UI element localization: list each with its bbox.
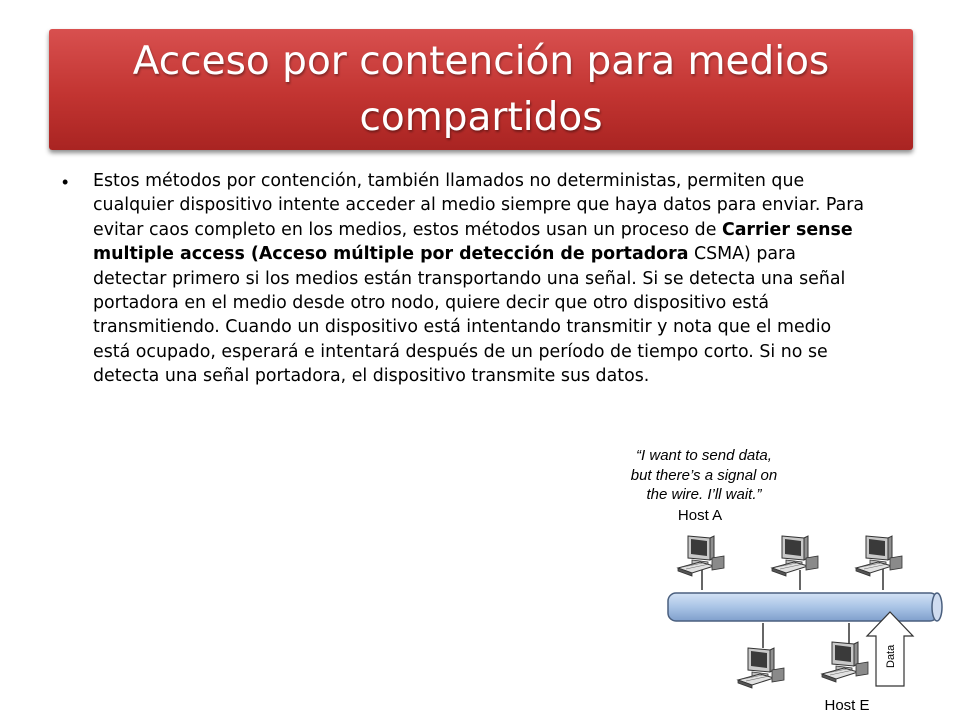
host-e-label: Host E bbox=[824, 697, 870, 714]
host-a-quote bbox=[604, 446, 804, 505]
bullet-marker: • bbox=[62, 172, 69, 192]
csma-bus-diagram bbox=[600, 520, 950, 700]
host-d-computer-icon bbox=[738, 648, 784, 688]
body-text-bold: Carrier sense multiple access (Acceso múltiple por detección de portadora bbox=[93, 219, 853, 265]
host-e-computer-icon bbox=[822, 642, 868, 682]
body-paragraph bbox=[93, 169, 873, 389]
host-a-label: Host A bbox=[677, 507, 723, 524]
host-c-computer-icon bbox=[856, 536, 902, 576]
data-label: Data bbox=[885, 644, 897, 668]
host-b-computer-icon bbox=[772, 536, 818, 576]
data-arrow-icon bbox=[867, 612, 913, 686]
shared-bus-cable bbox=[668, 593, 942, 621]
body-text-part-2: CSMA) para detectar primero si los medios están transportando una señal. Si se detecta una señal portadora en el medio desde otro nodo, quiere decir que otro dispositivo está transmitiendo. Cuando un dispositivo está intentando transmitir y nota que el medio está ocupado, esperará e intentará después de un período de tiempo corto. Si no se detecta una señal portadora, el dispositivo transmite sus datos. bbox=[93, 244, 846, 387]
body-text-part-1: Estos métodos por contención, también llamados no deterministas, permiten que cualquier dispositivo intente acceder al medio siempre que haya datos para enviar. Para evitar caos completo en los medios, estos métodos usan un proceso de bbox=[93, 171, 865, 240]
quote-line-2: but there’s a signal on bbox=[630, 466, 778, 484]
host-a-computer-icon bbox=[678, 536, 724, 576]
quote-line-1: “I want to send data, bbox=[636, 447, 772, 464]
slide-title-banner bbox=[49, 29, 913, 150]
quote-line-3: the wire. I’ll wait.” bbox=[646, 486, 762, 503]
slide-title: Acceso por contención para medios compartidos bbox=[132, 38, 830, 140]
